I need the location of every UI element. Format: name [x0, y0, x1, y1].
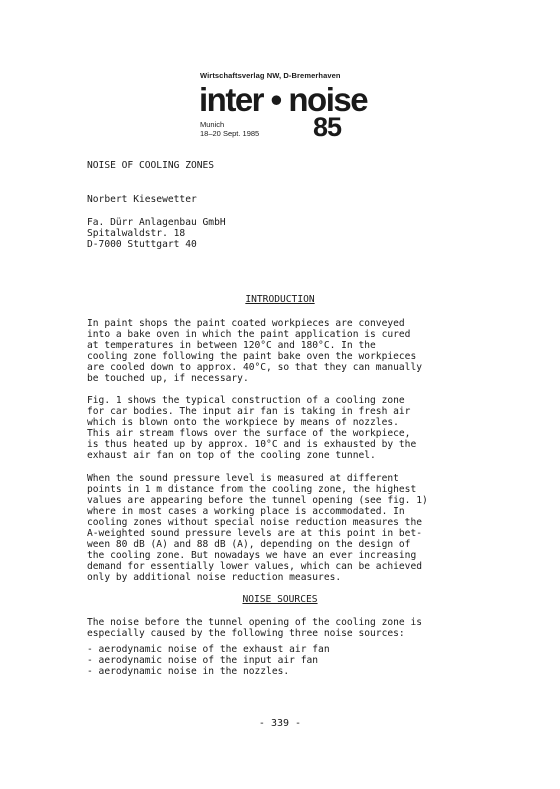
paragraph-sound-pressure	[87, 473, 482, 583]
text-line: only by additional noise reduction measures.	[87, 572, 342, 583]
text-line: into a bake oven in which the paint application is cured	[87, 329, 411, 340]
text-line: be touched up, if necessary.	[87, 373, 249, 384]
conference-logo: inter • noise	[199, 81, 368, 118]
conference-dates: 18–20 Sept. 1985	[200, 129, 260, 138]
paper-title: NOISE OF COOLING ZONES	[87, 160, 215, 171]
conference-year: 85	[313, 112, 342, 142]
conference-city: Munich	[200, 120, 225, 129]
list-item: - aerodynamic noise in the nozzles.	[87, 666, 290, 677]
page-number: - 339 -	[258, 718, 302, 729]
author-affiliation	[87, 217, 226, 250]
text-line: The noise before the tunnel opening of the cooling zone is	[87, 617, 423, 628]
list-item: - aerodynamic noise of the exhaust air fan	[87, 644, 330, 655]
text-line: demand for essentially lower values, which can be achieved	[87, 561, 423, 572]
paragraph-intro	[87, 318, 482, 384]
text-line: A-weighted sound pressure levels are at this point in bet-	[87, 528, 423, 539]
conference-location-dates	[200, 120, 259, 138]
text-line: In paint shops the paint coated workpieces are conveyed	[87, 318, 405, 329]
text-line: is thus heated up by approx. 10°C and is exhausted by the	[87, 439, 417, 450]
affiliation-line: Fa. Dürr Anlagenbau GmbH	[87, 217, 226, 228]
text-line: ween 80 dB (A) and 88 dB (A), depending on the design of	[87, 539, 411, 550]
affiliation-line: D-7000 Stuttgart 40	[87, 239, 197, 250]
paragraph-noise-sources	[87, 617, 482, 639]
paragraph-fig1	[87, 395, 482, 461]
section-heading-noise-sources: NOISE SOURCES	[242, 594, 318, 605]
paper-author: Norbert Kiesewetter	[87, 194, 197, 205]
affiliation-line: Spitalwaldstr. 18	[87, 228, 186, 239]
text-line: exhaust air fan on top of the cooling zone tunnel.	[87, 450, 376, 461]
text-line: Fig. 1 shows the typical construction of a cooling zone	[87, 395, 405, 406]
text-line: at temperatures in between 120°C and 180°C. In the	[87, 340, 376, 351]
text-line: especially caused by the following three noise sources:	[87, 628, 405, 639]
text-line: the cooling zone. But nowadays we have an ever increasing	[87, 550, 417, 561]
text-line: which is blown onto the workpiece by means of nozzles.	[87, 417, 399, 428]
text-line: This air stream flows over the surface of the workpiece,	[87, 428, 411, 439]
section-heading-introduction: INTRODUCTION	[245, 294, 315, 305]
text-line: When the sound pressure level is measured at different	[87, 473, 399, 484]
text-line: cooling zones without special noise reduction measures the	[87, 517, 423, 528]
publisher-line: Wirtschaftsverlag NW, D-Bremerhaven	[200, 71, 341, 80]
list-item: - aerodynamic noise of the input air fan	[87, 655, 319, 666]
text-line: cooling zone following the paint bake oven the workpieces	[87, 351, 417, 362]
text-line: are cooled down to approx. 40°C, so that they can manually	[87, 362, 423, 373]
text-line: where in most cases a working place is accommodated. In	[87, 506, 405, 517]
text-line: points in 1 m distance from the cooling zone, the highest	[87, 484, 417, 495]
text-line: values are appearing before the tunnel opening (see fig. 1)	[87, 495, 428, 506]
text-line: for car bodies. The input air fan is taking in fresh air	[87, 406, 411, 417]
noise-source-list	[87, 644, 330, 677]
